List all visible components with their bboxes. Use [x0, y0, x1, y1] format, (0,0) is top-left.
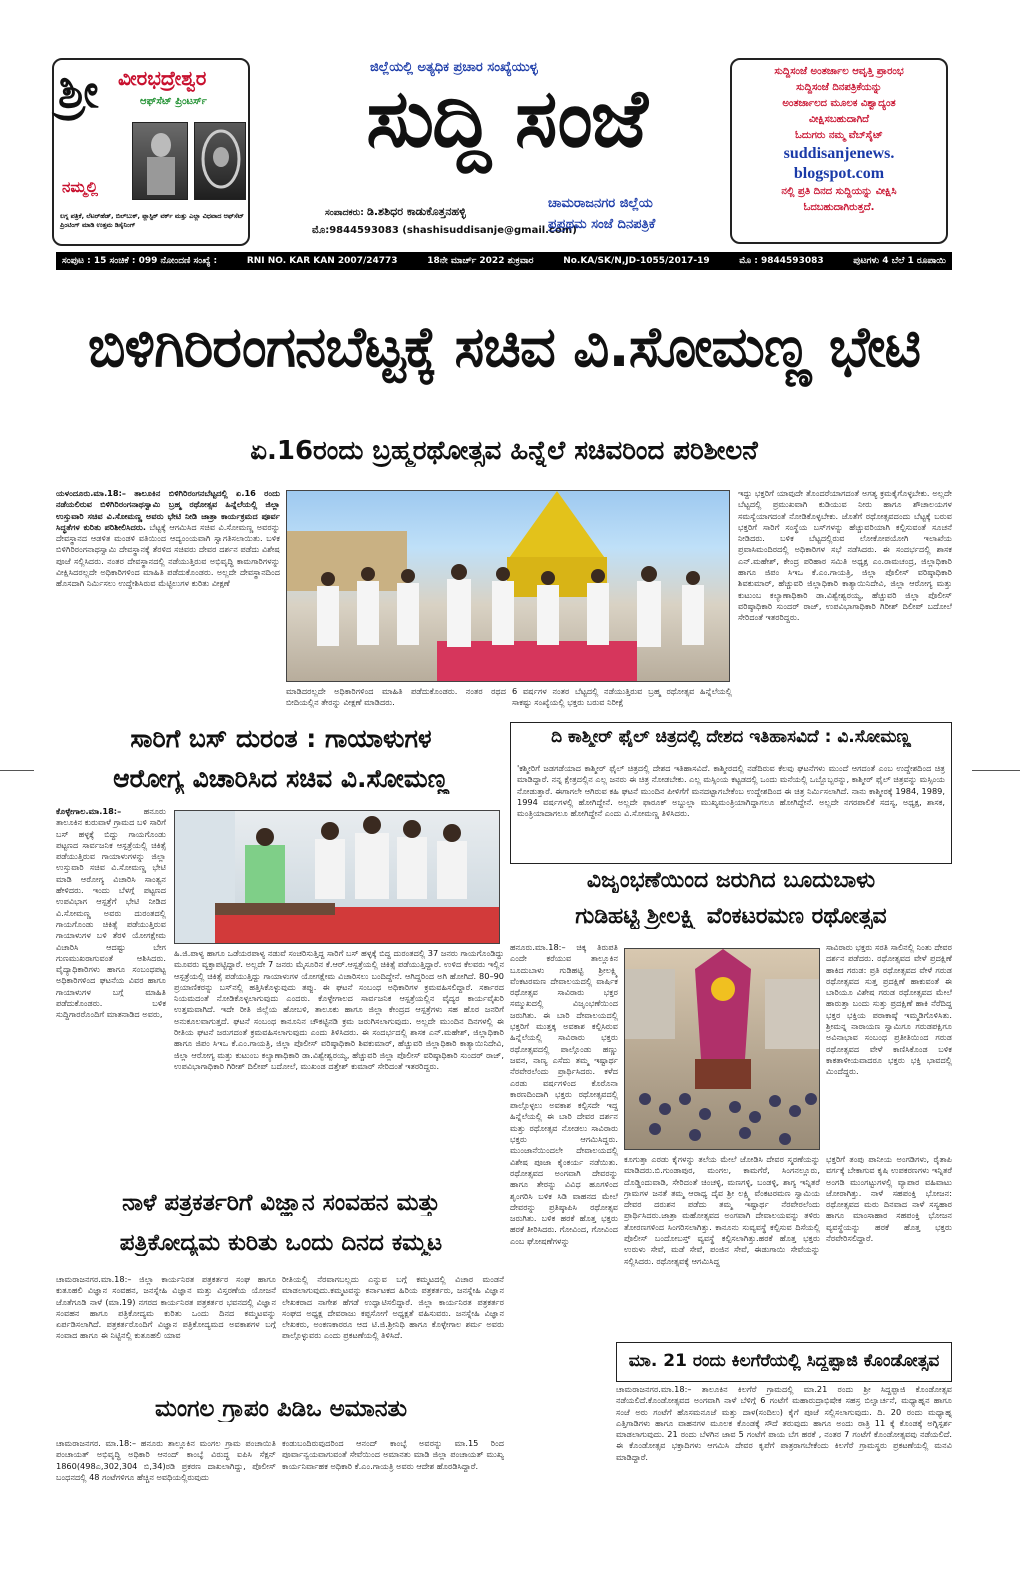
bus-column-left: [56, 806, 166, 1176]
deity-image-left: [132, 122, 188, 200]
printer-services: ಲಗ್ನ ಪತ್ರಿಕೆ, ಲೆಟರ್‌ಹೆಡ್, ಬಿಲ್‌ಬುಕ್, ಪ್ಲಾಸ್ಟಿಕ್ ವರ್ಕ್ ಮತ್ತು ಎಲ್ಲಾ ವಿಧವಾದ ಆಫ್‌ಸೆಟ್ ಪ್ರಿಂಟಿಂಗ್ ಮಾಡಿ ಉತ್ತಮ ಡಿಸೈನಿಂಗ್: [60, 212, 244, 229]
editor-name: ಡಿ.ಶಶಿಧರ ಕಾಡುಕೊತ್ತನಹಳ್ಳಿ: [366, 205, 466, 218]
siddappaji-body: ಚಾಮರಾಜನಗರ.ಮಾ.18:– ತಾಲೂಕಿನ ಕಿಲಗೆರೆ ಗ್ರಾಮದಲ್ಲಿ ಮಾ.21 ರಂದು ಶ್ರೀ ಸಿದ್ದಪ್ಪಾಜಿ ಕೊಂಡೋತ್ಸವ ನಡೆಯಲಿದೆ.ಕೊಂಡೋತ್ಸವದ ಅಂಗವಾಗಿ ನಾಳೆ ಬೆಳಿಗ್ಗೆ 6 ಗಂಟೆಗೆ ಮಹಾರುದ್ರಾಭಿಷೇಕ ಸಹಸ್ರ ಬಿಲ್ವಾರ್ಚನೆ, ಮಧ್ಯಾಹ್ನನ ಹಾಗೂ ಸಂಜೆ ಅರು ಗಂಟೆಗೆ ಹೊಸಮನೂಜೆ ಮತ್ತು ದಾಳ(ಸಂದಿಲು) ಕೈಗೆ ಪೂಜೆ ಸಲ್ಲಿಸಲಾಗುವುದು. ದಿ. 20 ರಂದು ಮಧ್ಯಾಹ್ನ ಎತ್ತಿಗಾಡಿಗಳು ಹಾಗೂ ವಾಹನಗಳ ಮೂಲಕ ಕೊಂಡಕ್ಕೆ ಸೌದೆ ತರುವುದು ಹಾಗೂ ಅಂದು ರಾತ್ರಿ 11 ಕ್ಕೆ ಕೊಂಡಕ್ಕೆ ಅಗ್ನಿಸ್ಪರ್ಶ ಮಾಡಲಾಗುವುದು. 21 ರಂದು ಬೆಳಗಿನ ಜಾವ 5 ಗಂಟೆಗೆ ಪಾಯ ಬೆಗ ಹರಕೆ , ನಂತರ 7 ಗಂಟೆಗೆ ಕೊಂಡೋತ್ಸವವು ನಡೆಯಲಿದೆ. ಈ ಕೊಂಡೋತ್ಸವ ಭಕ್ತಾದಿಗಳು ಆಗಮಿಸಿ ದೇವರ ಕೃಪೆಗೆ ಪಾತ್ರರಾಗಬೇಕೆಂದು ಕಿಲಗೆರೆ ಗ್ರಾಮಸ್ಥರು ಪ್ರಕಟಣೆಯಲ್ಲಿ ಮನವಿ ಮಾಡಿದ್ದಾರೆ.: [616, 1384, 952, 1462]
bus-caption-body: ಹಿ.ಜಿ.ಪಾಳ್ಯ ಹಾಗೂ ಒಡೆಯರಪಾಳ್ಯ ನಡುವೆ ಸಂಚರಿಸುತ್ತಿದ್ದ ಸಾರಿಗೆ ಬಸ್ ಹಳ್ಳಕ್ಕೆ ಬಿದ್ದ ದುರಂತದಲ್ಲಿ 37 ಜನರು ಗಾಯಗೊಂಡಿದ್ದು ಮೂವರು ವ್ಯಕ್ತಾಪಟ್ಟಿದ್ದಾರೆ. ಅಲ್ಲದೇ 7 ಜನರು ಮೈಸೂರಿನ ಕೆ.ಆರ್.ಆಸ್ಪತ್ರೆಯಲ್ಲಿ ಚಿಕಿತ್ಸೆ ಪಡೆಯುತ್ತಿದ್ದಾರೆ. ಉಳಿದ ಕೆಲವರು ಇಲ್ಲಿನ ಆಸ್ಪತ್ರೆಯಲ್ಲಿ ಚಿಕಿತ್ಸೆ ಪಡೆಯುತ್ತಿದ್ದು ಗಾಯಾಳುಗಳ ಯೋಗಕ್ಷೇಮ ವಿಚಾರಿಸಲು ಬಂದಿದ್ದೇನೆ. ಆಗಿದ್ದರಿಂದ ಅಗಿ ಹೋಗಿದೆ. 80–90 ಪ್ರಯಾಣಿಕರನ್ನು ಬಸ್‌ನಲ್ಲಿ ಹತ್ತಿಸಿಕೊಳ್ಳುವುದು ತಪ್ಪು. ಈ ಘಟನೆ ಸಂಬಂಧ ಅಧಿಕಾರಿಗಳ ಕ್ರಮವಹಿಸಲಿದ್ದಾರೆ. ಸರ್ಕಾರದ ನಿಯಮದಂತೆ ನೋಡಿಕೊಳ್ಳಲಾಗುವುದು ಎಂದರು. ಕೊಳ್ಳೇಗಾಲದ ಸಾರ್ವಜನಿಕ ಆಸ್ಪತ್ರೆಯಲ್ಲಿನ ವೈದ್ಯರ ಕಾರ್ಯವೈಖರಿ ಉತ್ತಮವಾಗಿದೆ. ಇದೇ ರೀತಿ ಜಿಲ್ಲೆಯ ಹೋಬಳಿ, ತಾಲೂಕು ಹಾಗೂ ಜಿಲ್ಲಾ ಕೇಂದ್ರದ ಆಸ್ಪತ್ರೆಗಳು ಸಹ ಹೊರ ಜನರಿಗೆ ಅನುಕೂಲವಾಗುತ್ತದೆ. ಘಟನೆ ಸಂಬಂಧ ಕಾನೂನಿನ ಚೌಕಟ್ಟಿನಡಿ ಕ್ರಮ ಜರುಗಿಸಲಾಗುವುದು. ಅಲ್ಲದೇ ಮುಂದಿನ ದಿನಗಳಲ್ಲಿ ಈ ರೀತಿಯ ಘಟನೆ ಜರುಗದಂತೆ ಕ್ರಮವಹಿಸಲಾಗುವುದು ಎಂದು ತಿಳಿಸಿದರು. ಈ ಸಂದರ್ಭದಲ್ಲಿ ಶಾಸಕ ಎನ್.ಮಹೇಶ್, ಜಿಲ್ಲಾಧಿಕಾರಿ ಹಾಗೂ ಜಿಪಂ ಸಿಇಒ ಕೆ.ಎಂ.ಗಾಯತ್ರಿ, ಜಿಲ್ಲಾ ಪೊಲೀಸ್ ವರಿಷ್ಠಾಧಿಕಾರಿ ಶಿವಕುಮಾರ್, ಹೆಚ್ಚುವರಿ ಜಿಲ್ಲಾಧಿಕಾರಿ ಕಾತ್ಯಾಯಿನಿದೇವಿ, ಜಿಲ್ಲಾ ಆರೋಗ್ಯ ಮತ್ತು ಕುಟುಂಬ ಕಲ್ಯಾಣಾಧಿಕಾರಿ ಡಾ.ವಿಶ್ವೇಶ್ವರಯ್ಯ, ಹೆಚ್ಚುವರಿ ಜಿಲ್ಲಾ ಪೊಲೀಸ್ ವರಿಷ್ಠಾಧಿಕಾರಿ ಸುಂದರ್ ರಾಜ್, ಉಪವಿಭಾಗಾಧಿಕಾರಿ ಗಿರೀಶ್ ದಿಲೀಪ್ ಬದೋಲೆ, ಮುಖಂಡ ದತ್ತೇಶ್ ಕುಮಾರ್ ಸೇರಿದಂತೆ ಇತರರಿದ್ದರು.: [174, 948, 504, 1071]
printer-subtitle: ಆಫ್‌ಸೆಟ್ ಪ್ರಿಂಟರ್ಸ್: [140, 96, 207, 107]
lead-photo: [286, 490, 730, 682]
fold-mark-right: [972, 770, 1020, 771]
bus-headline-1: ಸಾರಿಗೆ ಬಸ್ ದುರಂತ : ಗಾಯಾಳುಗಳ: [130, 724, 432, 753]
web-ad-line-7: ಓದಬಹುದಾಗಿರುತ್ತದೆ.: [803, 202, 875, 213]
temple-column-right: ಸಾವಿರಾರು ಭಕ್ತರು ಸರತಿ ಸಾಲಿನಲ್ಲಿ ನಿಂತು ದೇವರ ದರ್ಶನ ಪಡೆದರು. ರಥೋತ್ಸವದ ವೇಳೆ ಪ್ರದಕ್ಷಿಣೆ ಹಾಕಿದ ಗರುಡ: ಪ್ರತಿ ರಥೋತ್ಸವದ ವೇಳೆ ಗರುಡ ರಥೋತ್ಸವದ ಸುತ್ತ ಪ್ರದಕ್ಷಿಣೆ ಹಾಕುವಂತೆ ಈ ಬಾರಿಯೂ ವಿಶೇಷ ಗರುಡ ರಥೋತ್ಸವದ ಮೇಲೆ ಹಾರುತ್ತಾ ಬಂದು ಸುತ್ತು ಪ್ರದಕ್ಷಿಣೆ ಹಾಕಿ ನೆರೆದಿದ್ದ ಭಕ್ತರ ಭಕ್ತಿಯ ಪರಾಕಾಷ್ಠೆ ಇಮ್ಮಡಿಗೊಳಿಸಿತು. ಶ್ರೀಮನ್ನ ನಾರಾಯಣ ಸ್ವಾಮಿಗೂ ಗರುಡಪಕ್ಷಿಗೂ ಅವಿನಾಭಾವ ಸಂಬಂಧ ಪ್ರತೀತಿಯಿಂದ ಗರುಡ ರಥೋತ್ಸವದ ವೇಳೆ ಕಾಣಿಸಿಕೊಂಡ ಬಳಿಕ ಕಾಕತಾಳೀಯವಾದರೂ ಭಕ್ತರು ಭಕ್ತಿ ಭಾವದಲ್ಲಿ ಮಿಂದೆದ್ದರು.: [826, 942, 952, 1077]
namma-label: ನಮ್ಮಲ್ಲಿ: [62, 178, 98, 196]
journalism-headline-2: ಪತ್ರಿಕೋದ್ಯಮ ಕುರಿತು ಒಂದು ದಿನದ ಕಮ್ಮಟ: [119, 1230, 443, 1256]
fold-mark-left: [0, 770, 34, 771]
web-ad-line-1: ಸುದ್ದಿಸಂಜೆ ಅಂತರ್ಜಾಲ ಆವೃತ್ತಿ ಪ್ರಾರಂಭ: [774, 66, 904, 77]
volume-issue: ಸಂಪುಟ : 15 ಸಂಚಿಕೆ : 099 ನೋಂದಣಿ ಸಂಖ್ಯೆ :: [62, 256, 218, 266]
district-line-1: ಚಾಮರಾಜನಗರ ಜಿಲ್ಲೆಯ: [548, 196, 653, 211]
web-ad-line-3: ಅಂತರ್ಜಾಲದ ಮೂಲಕ ವಿಶ್ವಾದ್ಯಂತ: [782, 98, 896, 109]
pages-price: ಪುಟಗಳು 4 ಬೆಲೆ 1 ರೂಪಾಯಿ: [853, 256, 946, 266]
hospital-photo: [174, 810, 500, 944]
kashmir-box: [510, 722, 952, 864]
sri-glyph: ಶ್ರೀ: [58, 64, 99, 118]
kashmir-headline: ದಿ ಕಾಶ್ಮೀರ್ ಫೈಲ್ ಚಿತ್ರದಲ್ಲಿ ದೇಶದ ಇತಿಹಾಸವಿದೆ : ವಿ.ಸೋಮಣ್ಣ: [551, 727, 911, 747]
lead-column-1: [56, 488, 280, 694]
contact-line: ಮೊ:9844593083 (shashisuddisanje@gmail.com): [312, 225, 577, 236]
journalism-column-2: ರೀತಿಯಲ್ಲಿ ನೆರವಾಗಬಲ್ಲದು ಎನ್ನುವ ಬಗ್ಗೆ ಕಮ್ಮಟದಲ್ಲಿ ವಿಚಾರ ಮಂಡನೆ ಮಾಡಲಾಗುವುದು.ಕಮ್ಮಟವನ್ನು ಕರ್ನಾಟಕದ ಹಿರಿಯ ಪತ್ರಕರ್ತರು, ಜನಸ್ನೇಹಿ ವಿಜ್ಞಾನ ಲೇಖಕರಾದ ನಾಗೇಶ ಹೆಗಡೆ ಉದ್ಘಾಟಿಸಲಿದ್ದಾರೆ. ಜಿಲ್ಲಾ ಕಾರ್ಯನಿರತ ಪತ್ರಕರ್ತರ ಸಂಘದ ಅಧ್ಯಕ್ಷ ದೇವರಾಜು ಕಪ್ಪಸೋಗೆ ಅಧ್ಯಕ್ಷತೆ ವಹಿಸುವರು. ಜನಸ್ನೇಹಿ ವಿಜ್ಞಾನ ಲೇಖಕರು, ಅಂಕಣಕಾರರೂ ಆದ ಟಿ.ಜಿ.ಶ್ರೀನಿಧಿ ಹಾಗೂ ಕೊಳ್ಳೇಗಾಲ ಶರ್ಮ ಅವರು ಪಾಲ್ಗೊಳ್ಳುವರು ಎಂದು ಪ್ರಕಟಣೆಯಲ್ಲಿ ತಿಳಿಸಿದೆ.: [282, 1274, 504, 1341]
temple-column-left: ಹನೂರು.ಮಾ.18:– ಚಿಕ್ಕ ತಿರುಪತಿ ಎಂದೇ ಕರೆಯುವ ತಾಲ್ಲೂಕಿನ ಬೂದುಬಾಳು ಗುಡಿಹಟ್ಟಿ ಶ್ರೀಲಕ್ಷ್ಮಿ ವೆಂಕಟರಮಣ ದೇವಾಲಯದಲ್ಲಿ ವಾರ್ಷಿಕ ರಥೋತ್ಸವ ಸಾವಿರಾರು ಭಕ್ತರ ಸಮ್ಮುಖದಲ್ಲಿ ವಿಜೃಂಭಣೆಯಿಂದ ಜರುಗಿತು. ಈ ಬಾರಿ ದೇವಾಲಯದಲ್ಲಿ ಭಕ್ತರಿಗೆ ಮುತ್ತಕ್ಕ ಅವಕಾಶ ಕಲ್ಪಿಸಿರುವ ಹಿನ್ನೆಲೆಯಲ್ಲಿ ಸಾವಿರಾರು ಭಕ್ತರು ರಥೋತ್ಸವದಲ್ಲಿ ಪಾಲ್ಗೊಂಡು ಹಣ್ಣು ಜವನ, ನಾಣ್ಯ ಎಸೆದು ತಮ್ಮ ಇಷ್ಟಾರ್ಥ ನೆರವೇರಲೆಂದು ಪ್ರಾರ್ಥಿಸಿದರು. ಕಳೆದ ಎರಡು ವರ್ಷಗಳಿಂದ ಕೊರೊನಾ ಕಾರಣದಿಂದಾಗಿ ಭಕ್ತರು ರಥೋತ್ಸವದಲ್ಲಿ ಪಾಲ್ಗೊಳ್ಳಲು ಅವಕಾಶ ಕಲ್ಪಿಸದೇ ಇದ್ದ ಹಿನ್ನೆಲೆಯಲ್ಲಿ ಈ ಬಾರಿ ದೇವರ ದರ್ಶನ ಮತ್ತು ರಥೋತ್ಸವ ನೋಡಲು ಸಾವಿರಾರು ಭಕ್ತರು ಆಗಮಿಸಿದ್ದರು. ಮುಂಜಾನೆಯಿಂದಲೇ ದೇವಾಲಯದಲ್ಲಿ ವಿಶೇಷ ಪೂಜಾ ಕೈಂಕರ್ಯ ನಡೆಯಿತು. ರಥೋತ್ಸವದ ಅಂಗವಾಗಿ ದೇವರನ್ನು ಹಾಗೂ ತೇರನ್ನು ವಿವಿಧ ಹೂಗಳಿಂದ ಶೃಂಗರಿಸಿ ಬಳಿಕ ಸಿಡಿ ವಾಹನದ ಮೇಲೆ ದೇವರನ್ನು ಪ್ರತಿಷ್ಠಾಪಿಸಿ ರಥೋತ್ಸವ ಜರುಗಿತು. ಬಳಿಕ ಹರಕೆ ಹೊತ್ತ ಭಕ್ತರು ಹರಕೆ ತೀರಿಸಿದರು. ಗೋವಿಂದ, ಗೋವಿಂದ ಎಂಬ ಘೋಷಣೆಗಳನ್ನು: [510, 942, 618, 1246]
temple-headline-1: ವಿಜೃಂಭಣೆಯಿಂದ ಜರುಗಿದ ಬೂದುಬಾಳು: [586, 868, 876, 893]
printer-advertisement: [52, 58, 250, 246]
issue-info-bar: [56, 252, 952, 270]
lead-body: ಬೆಟ್ಟಕ್ಕೆ ಆಗಮಿಸಿದ ಸಚಿವ ವಿ.ಸೋಮಣ್ಣ ಅವರನ್ನು ದೇವಸ್ಥಾನದ ಆಡಳಿತ ಮಂಡಳಿ ವತಿಯಿಂದ ಆದ್ಯಂಂಯವಾಗಿ ಸ್ವಾಗತಿಸಲಾಯಿತು. ಬಳಿಕ ಬಿಳಿಗಿರಿರಂಗನಾಥಸ್ವಾಮಿ ದೇವಸ್ಥಾನಕ್ಕೆ ತೆರಳಿದ ಸಚಿವರು ದೇವರ ದರ್ಶನ ಪಡೆದು ವಿಶೇಷ ಪೂಜೆ ಸಲ್ಲಿಸಿದರು. ನಂತರ ದೇವಸ್ಥಾನದಲ್ಲಿ ನಡೆಯುತ್ತಿರುವ ಅಭಿವೃದ್ಧಿ ಕಾಮಗಾರಿಗಳನ್ನು ವೀಕ್ಷಿಸಿದರಲ್ಲದೇ ಅಧಿಕಾರಿಗಳಿಂದ ಮಾಹಿತಿ ಪಡೆದುಕೊಂಡರು. ಅಲ್ಲದೇ ದೇವಸ್ಥಾನದಿಂದ ಹೊಸದಾಗಿ ನಿರ್ಮಿಸಲು ಉದ್ದೇಶಿಸಿರುವ ಮೆಟ್ಟಿಲುಗಳ ಕುರಿತು ವೀಕ್ಷಣೆ: [56, 521, 280, 589]
lead-caption-right: 6 ವರ್ಷಗಳ ನಂತರ ಬೆಟ್ಟದಲ್ಲಿ ನಡೆಯುತ್ತಿರುವ ಬ್ರಹ್ಮ ರಥೋತ್ಸವ ಹಿನ್ನೆಲೆಯಲ್ಲಿ ಸಾಕಷ್ಟು ಸಂಖ್ಯೆಯಲ್ಲಿ ಭಕ್ತರು ಬರುವ ನಿರೀಕ್ಷೆ: [512, 686, 732, 708]
bus-body: ಹನೂರು ತಾಲೂಕಿನ ಕುರುವಾಳೆ ಗ್ರಾಮದ ಬಳಿ ಸಾರಿಗೆ ಬಸ್ ಹಳ್ಳಕ್ಕೆ ಬಿದ್ದು ಗಾಯಗೊಂಡು ಪಟ್ಟಣದ ಸಾರ್ವಜನಿಕ ಆಸ್ಪತ್ರೆಯಲ್ಲಿ ಚಿಕಿತ್ಸೆ ಪಡೆಯುತ್ತಿರುವ ಗಾಯಾಳುಗಳನ್ನು ಜಿಲ್ಲಾ ಉಸ್ತುವಾರಿ ಸಚಿವ ವಿ.ಸೋಮಣ್ಣ ಭೇಟಿ ಮಾಡಿ ಆರೋಗ್ಯ ವಿಚಾರಿಸಿ ಸಾಂತ್ವನ ಹೇಳಿದರು. ಇಂದು ಬೆಳಗ್ಗೆ ಪಟ್ಟಣದ ಉಪವಿಭಾಗ ಆಸ್ಪತ್ರೆಗೆ ಭೇಟಿ ನೀಡಿದ ವಿ.ಸೋಮಣ್ಣ ಅವರು ದುರಂತದಲ್ಲಿ ಗಾಯಗೊಂಡು ಚಿಕಿತ್ಸೆ ಪಡೆಯುತ್ತಿರುವ ಗಾಯಾಳುಗಳ ಬಳಿ ತೆರಳಿ ಯೋಗಕ್ಷೇಮ ವಿಚಾರಿಸಿ ಆದಷ್ಟು ಬೇಗ ಗುಣಮುಖರಾಗುವಂತೆ ಆಶಿಸಿದರು. ವೈದ್ಯಾಧಿಕಾರಿಗಳು ಹಾಗೂ ಸಂಬಂಧಪಟ್ಟ ಅಧಿಕಾರಿಗಳಿಂದ ಘಟನೆಯ ವಿವರ ಹಾಗೂ ಗಾಯಾಳುಗಳ ಬಗ್ಗೆ ಮಾಹಿತಿ ಪಡೆದುಕೊಂಡರು. ಬಳಿಕ ಸುದ್ದಿಗಾರರೊಂದಿಗೆ ಮಾತನಾಡಿದ ಅವರು,: [56, 806, 166, 1020]
masthead-tagline: ಜಿಲ್ಲೆಯಲ್ಲಿ ಅತ್ಯಧಿಕ ಪ್ರಚಾರ ಸಂಖ್ಯೆಯುಳ್ಳ: [370, 60, 538, 75]
mangala-column-1: ಚಾಮರಾಜನಗರ. ಮಾ.18:– ಹನೂರು ತಾಲ್ಲೂಕಿನ ಮಂಗಲ ಗ್ರಾಮ ಪಂಚಾಯಿತಿ ಪಂಚಾಯತ್ ಅಭಿವೃದ್ಧಿ ಅಧಿಕಾರಿ ಆನಂದ್ ಕಾಂಬ್ಳೆ ವಿರುದ್ಧ ಐಪಿಸಿ ಸೆಕ್ಷನ್ 1860(498ಎ,302,304 ಬಿ,34)ರಡಿ ಪ್ರಕರಣ ದಾಖಲಾಗಿದ್ದು, ಪೊಲೀಸ್ ಬಂಧನದಲ್ಲಿ 48 ಗಂಟೆಗಳಿಗೂ ಹೆಚ್ಚಿನ ಅವಧಿಯಲ್ಲಿರುವುದು: [56, 1438, 276, 1482]
journalism-headline-1: ನಾಳೆ ಪತ್ರಕರ್ತರಿಗೆ ವಿಜ್ಞಾನ ಸಂವಹನ ಮತ್ತು: [122, 1190, 440, 1216]
issue-date: 18ನೇ ಮಾರ್ಚ್ 2022 ಶುಕ್ರವಾರ: [427, 256, 534, 266]
web-ad-line-2: ಸುದ್ದಿಸಂಜೆ ದಿನಪತ್ರಿಕೆಯನ್ನು: [796, 82, 882, 93]
mangala-column-2: ಕಂಡುಬಂದಿರುವುದರಿಂದ ಆನಂದ್ ಕಾಂಬ್ಳೆ ಅವರನ್ನು ಮಾ.15 ರಿಂದ ಪೂರ್ವಾನ್ವಯವಾಗುವಂತೆ ಸೇವೆಯಿಂದ ಅಮಾನತು ಮಾಡಿ ಜಿಲ್ಲಾ ಪಂಚಾಯತ್ ಮುಖ್ಯ ಕಾರ್ಯನಿರ್ವಾಹಕ ಅಧಿಕಾರಿ ಕೆ.ಎಂ.ಗಾಯತ್ರಿ ಅವರು ಆದೇಶ ಹೊರಡಿಸಿದ್ದಾರೆ.: [282, 1438, 504, 1471]
website-url-1[interactable]: suddisanjenews.: [783, 145, 895, 162]
bus-dateline: ಕೊಳ್ಳೇಗಾಲ.ಮಾ.18:–: [56, 806, 122, 816]
temple-bottom-text: ಕೂಗುತ್ತಾ ಎರಡು ಕೈಗಳನ್ನು ತಲೆಯ ಮೇಲೆ ಜೋಡಿಸಿ ದೇವರ ಸ್ಮರಣೆಯನ್ನು ಮಾಡಿದರು.ಬಿ.ಗುಂಡಾಪುರ, ಮಂಗಲ, ಕಾಮಗೆರೆ, ಸಿಂಗನಲ್ಲೂರು, ದೊಡ್ಡಿಂದುವಾಡಿ, ಸೇರಿದಂತೆ ಚಿಂಚಳ್ಳಿ, ಮಣಗಳ್ಳಿ, ಬಂಡಳ್ಳಿ, ಶಾಗ್ಯ ಇನ್ನಿತರೆ ಗ್ರಾಮಗಳ ಜನತೆ ತಮ್ಮ ಆರಾಧ್ಯ ದೈವ ಶ್ರೀ ಲಕ್ಷ್ಮಿ ವೆಂಕಟರಮಣ ಸ್ವಾಮಿಯ ದೇವರ ದರುಶನ ಪಡೆದು ತಮ್ಮ ಇಷ್ಟಾರ್ಥ ನೆರವೇರಲೆಂದು ಪ್ರಾರ್ಥಿಸಿದರು.ಜಾತ್ರಾ ಮಹೋತ್ಸವದ ಅಂಗವಾಗಿ ದೇವಾಲಯವನ್ನು ತಳಿರು ತೋರಣಗಳಿಂದ ಸಿಂಗರಿಸಲಾಗಿತ್ತು. ಕಾನೂನು ಸುವ್ಯವಸ್ಥೆ ಕಲ್ಪಿಸುವ ದಿಸೆಯಲ್ಲಿ ಪೊಲೀಸ್ ಬಂದೋಬಸ್ತ್ ವ್ಯವಸ್ಥೆ ಕಲ್ಪಿಸಲಾಗಿತ್ತು.ಹರಕೆ ಹೊತ್ತ ಭಕ್ತರು ಉರುಳು ಸೇವೆ, ಮಡೆ ಸೇವೆ, ಪಂಜಿನ ಸೇವೆ, ಈಡುಗಾಯಿ ಸೇವೆಯನ್ನು ಸಲ್ಲಿಸಿದರು. ರಥೋತ್ಸವಕ್ಕೆ ಆಗಮಿಸಿದ್ದ: [624, 1154, 820, 1266]
editor-label: ಸಂಪಾದಕರು:: [325, 208, 364, 218]
newspaper-title: ಸುದ್ದಿ ಸಂಜೆ: [366, 72, 646, 165]
siddappaji-box: [616, 1342, 952, 1382]
printer-name: ವೀರಭದ್ರೇಶ್ವರ: [118, 66, 207, 90]
web-ad-line-6: ನಲ್ಲಿ ಪ್ರತಿ ದಿನದ ಸುದ್ದಿಯನ್ನು ವೀಕ್ಷಿಸಿ: [781, 186, 897, 197]
deity-image-right: [194, 122, 246, 200]
mangala-headline: ಮಂಗಲ ಗ್ರಾಪಂ ಪಿಡಿಒ ಅಮಾನತು: [154, 1396, 408, 1422]
lead-column-3: ಇದ್ದು ಭಕ್ತರಿಗೆ ಯಾವುದೇ ತೊಂದರೆಯಾಗದಂತೆ ಅಗತ್ಯ ಕ್ರಮಕೈಗೊಳ್ಳಬೇಕು. ಅಲ್ಲದೇ ಬೆಟ್ಟದಲ್ಲಿ ಪ್ರಮುಖವಾಗಿ ಕುಡಿಯುವ ನೀರು ಹಾಗೂ ಶೌಚಾಲಯಗಳ ಸಮಸ್ಯೆಯಾಗದಂತೆ ನೋಡಿಕೊಳ್ಳಬೇಕು. ಜೊತೆಗೆ ರಥೋತ್ಸವದಂದು ಬೆಟ್ಟಕ್ಕೆ ಬರುವ ಭಕ್ತರಿಗೆ ಸಾರಿಗೆ ಸಂಸ್ಥೆಯ ಬಸ್‌ಗಳನ್ನು ಹೆಚ್ಚುವರಿಯಾಗಿ ಕಲ್ಪಿಸುವಂತೆ ಸೂಚನೆ ನೀಡಿದರು. ಬಳಿಕ ಬೆಟ್ಟದಲ್ಲಿರುವ ಲೋಕೋಪಯೋಗಿ ಇಲಾಖೆಯ ಪ್ರವಾಸಿಮಂದಿರದಲ್ಲಿ ಅಧಿಕಾರಿಗಳ ಸಭೆ ನಡೆಸಿದರು. ಈ ಸಂದರ್ಭದಲ್ಲಿ ಶಾಸಕ ಎನ್.ಮಹೇಶ್, ಕೇಂದ್ರ ಪರಿಹಾರ ಸಮಿತಿ ಅಧ್ಯಕ್ಷ ಎಂ.ರಾಮಚಂದ್ರ, ಜಿಲ್ಲಾಧಿಕಾರಿ ಹಾಗೂ ಜಿಪಂ ಸಿಇಒ ಕೆ.ಎಂ.ಗಾಯತ್ರಿ, ಜಿಲ್ಲಾ ಪೊಲೀಸ್ ವರಿಷ್ಠಾಧಿಕಾರಿ ಶಿವಕುಮಾರ್, ಹೆಚ್ಚುವರಿ ಜಿಲ್ಲಾಧಿಕಾರಿ ಕಾತ್ಯಾಯಿನಿದೇವಿ, ಜಿಲ್ಲಾ ಆರೋಗ್ಯ ಮತ್ತು ಕುಟುಂಬ ಕಲ್ಯಾಣಾಧಿಕಾರಿ ಡಾ.ವಿಶ್ವೇಶ್ವರಯ್ಯ, ಹೆಚ್ಚುವರಿ ಜಿಲ್ಲಾ ಪೊಲೀಸ್ ವರಿಷ್ಠಾಧಿಕಾರಿ ಸುಂದರ್ ರಾಜ್, ಉಪವಿಭಾಗಾಧಿಕಾರಿ ಗಿರೀಶ್ ದಿಲೀಪ್ ಬದೋಲೆ ಸೇರಿದಂತೆ ಇತರರಿದ್ದರು.: [738, 488, 952, 623]
web-ad-line-4: ವೀಕ್ಷಿಸಬಹುದಾಗಿದೆ: [808, 114, 870, 125]
registration-number: No.KA/SK/N,JD-1055/2017-19: [563, 256, 710, 266]
temple-side-text: ಭಕ್ತರಿಗೆ ತಂಪು ಪಾನೀಯ ಅಂಗಡಿಗಳು, ರೈತಾಪಿ ವರ್ಗಕ್ಕೆ ಬೇಕಾಗುವ ಕೃಷಿ ಉಪಕರಣಗಳು ಇನ್ನಿತರೆ ಅಂಗಡಿ ಮುಂಗಟ್ಟುಗಳಲ್ಲಿ ವ್ಯಾಪಾರ ವಹಿವಾಟು ಜೋರಾಗಿತ್ತು. ನಾಳೆ ಸಹಪಂಕ್ತಿ ಭೋಜನ: ರಥೋತ್ಸವದ ಮರು ದಿನವಾದ ನಾಳೆ ಸಸ್ಯಹಾರ ಹಾಗೂ ಮಾಂಸಾಹಾರ ಸಹಪಂಕ್ತಿ ಭೋಜನ ವ್ಯವಸ್ಥೆಯನ್ನು ಹರಕೆ ಹೊತ್ತ ಭಕ್ತರು ನೆರವೇರಿಸಲಿದ್ದಾರೆ.: [826, 1154, 952, 1244]
siddappaji-headline: ಮಾ. 21 ರಂದು ಕಿಲಗೆರೆಯಲ್ಲಿ ಸಿದ್ದಪ್ಪಾಜಿ ಕೊಂಡೋತ್ಸವ: [628, 1351, 940, 1371]
district-line-2: ಪ್ರಪ್ರಥಮ ಸಂಜೆ ದಿನಪತ್ರಿಕೆ: [548, 217, 656, 232]
lead-headline: ಬಿಳಿಗಿರಿರಂಗನಬೆಟ್ಟಕ್ಕೆ ಸಚಿವ ವಿ.ಸೋಮಣ್ಣ ಭೇಟಿ: [87, 315, 921, 380]
lead-caption-left: ಮಾಡಿದರಲ್ಲದೇ ಅಧಿಕಾರಿಗಳಿಂದ ಮಾಹಿತಿ ಪಡೆದುಕೊಂಡರು. ನಂತರ ರಥದ ಬೀದಿಯಲ್ಲಿನ ತೇರನ್ನು ವೀಕ್ಷಣೆ ಮಾಡಿದರು.: [286, 686, 506, 708]
web-ad-line-5: ಓದುಗರು ನಮ್ಮ ವೆಬ್‌ಸೈಟ್: [795, 130, 883, 141]
kashmir-body: 'ಕಶ್ಮೀರಿಗೆ ಜಡಗಡೆಯಾದ ಕಾಶ್ಮೀರ್ ಫೈಲ್ ಚಿತ್ರದಲ್ಲಿ ದೇಶದ ಇತಿಹಾಸವಿದೆ. ಕಾಶ್ಮೀರದಲ್ಲಿ ನಡೆದಿರುವ ಕೆಲವು ಘಟನೆಗಳು ಮುಂದೆ ಆಗದಂತೆ ಎಂಬ ಉದ್ದೇಶದಿಂದ ಚಿತ್ರ ಮಾಡಿದ್ದಾರೆ. ನನ್ನ ಕ್ಷೇತ್ರದಲ್ಲಿನ ಎಲ್ಲ ಜನರು ಈ ಚಿತ್ರ ನೋಡಬೇಕು. ಎಲ್ಲ ಮಸ್ಸಿಂಯ ಕಟ್ಟಡದಲ್ಲಿ ಒಂದು ಮನೆಯಲ್ಲಿ ಒಬ್ಬೊಬ್ಬರನ್ನು, ಕಾಶ್ಮೀರ್ ಫೈಲ್ ಚಿತ್ರವನ್ನು ಮಸ್ಸಿಂಯ ನೋಡುತ್ತಾರೆ. ಈಗಾಗಲೇ ಆಗಿರುವ ಕಹಿ ಘಟನೆ ಮುಂದಿನ ಪೀಳಿಗೆಗೆ ಮನದಟ್ಟಾಗಬೇಕೆಂಬ ಉದ್ದೇಶದಿಂದ ಈ ಚಿತ್ರ ನಿರ್ಮಿಸಲಾಗಿದೆ. ನಾನು ಕಾಶ್ಮೀರಕ್ಕೆ 1984, 1989, 1994 ವರ್ಷಗಳಲ್ಲಿ ಹೋಗಿದ್ದೇನೆ. ಅಲ್ಲದೇ ಫಾರೂಕ್ ಅಬ್ದುಲ್ಲಾ ಮುಖ್ಯಮಂತ್ರಿಯಾಗಿದ್ದಾಗಲೂ ಹೋಗಿದ್ದೇನೆ. ಅಲ್ಲದೇ ನಗರಪಾಲಿಕೆ ಸದಸ್ಯ, ಅಧ್ಯಕ್ಷ, ಶಾಸಕ, ಮಂತ್ರಿಯಾದಾಗಲೂ ಹೋಗಿದ್ದೇನೆ ಎಂದು ವಿ.ಸೋಮಣ್ಣ ತಿಳಿಸಿದರು.: [517, 763, 945, 819]
lead-intro: ಯಳಂದೂರು.ಮಾ.18:– ತಾಲೂಕಿನ ಬಿಳಿಗಿರಿರಂಗನಬೆಟ್ಟದಲ್ಲಿ ಏ.16 ರಂದು ನಡೆಯಲಿರುವ ಬಿಳಿಗಿರಿರಂಗನಾಥಸ್ವಾಮಿ ಬ್ರಹ್ಮ ರಥೋತ್ಸವ ಹಿನ್ನೆಲೆಯಲ್ಲಿ ಜಿಲ್ಲಾ ಉಸ್ತುವಾರಿ ಸಚಿವ ವಿ.ಸೋಮಣ್ಣ ಅವರು ಭೇಟಿ ನೀಡಿ ಜಾತ್ರಾ ಕಾರ್ಯಕ್ರಮದ ಪೂರ್ವ ಸಿದ್ಧತೆಗಳ ಕುರಿತು ಪರಿಶೀಲಿಸಿದರು.: [56, 488, 280, 532]
mobile-number: ಮೊ : 9844593083: [739, 256, 824, 266]
editor-line: [325, 205, 466, 219]
rni-number: RNI NO. KAR KAN 2007/24773: [246, 256, 398, 266]
lead-subheadline: ಏ.16ರಂದು ಬ್ರಹ್ಮರಥೋತ್ಸವ ಹಿನ್ನೆಲೆ ಸಚಿವರಿಂದ ಪರಿಶೀಲನೆ: [250, 436, 758, 466]
bus-headline-2: ಆರೋಗ್ಯ ವಿಚಾರಿಸಿದ ಸಚಿವ ವಿ.ಸೋಮಣ್ಣ: [113, 764, 449, 793]
chariot-photo: [624, 948, 820, 1150]
temple-headline-2: ಗುಡಿಹಟ್ಟಿ ಶ್ರೀಲಕ್ಷ್ಮಿ ವೆಂಕಟರಮಣ ರಥೋತ್ಸವ: [575, 904, 887, 929]
journalism-column-1: ಚಾಮರಾಜನಗರ.ಮಾ.18:– ಜಿಲ್ಲಾ ಕಾರ್ಯನಿರತ ಪತ್ರಕರ್ತರ ಸಂಘ ಹಾಗೂ ಕುತೂಹಲಿ ವಿಜ್ಞಾನ ಸಂವಹನ, ಜನಸ್ನೇಹಿ ವಿಜ್ಞಾನ ಮತ್ತು ವಿಸ್ತರಣೆಯ ಯೋಜನೆ ಜೊತೆಗೂಡಿ ನಾಳೆ (ಮಾ.19) ನಗರದ ಕಾರ್ಯನಿರತ ಪತ್ರಕರ್ತರ ಭವನದಲ್ಲಿ ವಿಜ್ಞಾನ ಸಂವಹನ ಹಾಗೂ ಪತ್ರಿಕೋದ್ಯಮ ಕುರಿತು ಒಂದು ದಿನದ ಕಮ್ಮಟವನ್ನು ಏರ್ಪಡಿಸಲಾಗಿದೆ. ಪತ್ರಕರ್ತರೊಂದಿಗೆ ವಿಜ್ಞಾನ ಪತ್ರಿಕೋದ್ಯಮದ ಅವಕಾಶಗಳ ಬಗ್ಗೆ ಸಂವಾದ ಹಾಗೂ ಈ ನಿಟ್ಟಿನಲ್ಲಿ ಕುತೂಹಲಿ ಯಾವ: [56, 1274, 276, 1341]
website-advertisement: [730, 58, 948, 244]
website-url-2[interactable]: blogspot.com: [793, 165, 885, 182]
